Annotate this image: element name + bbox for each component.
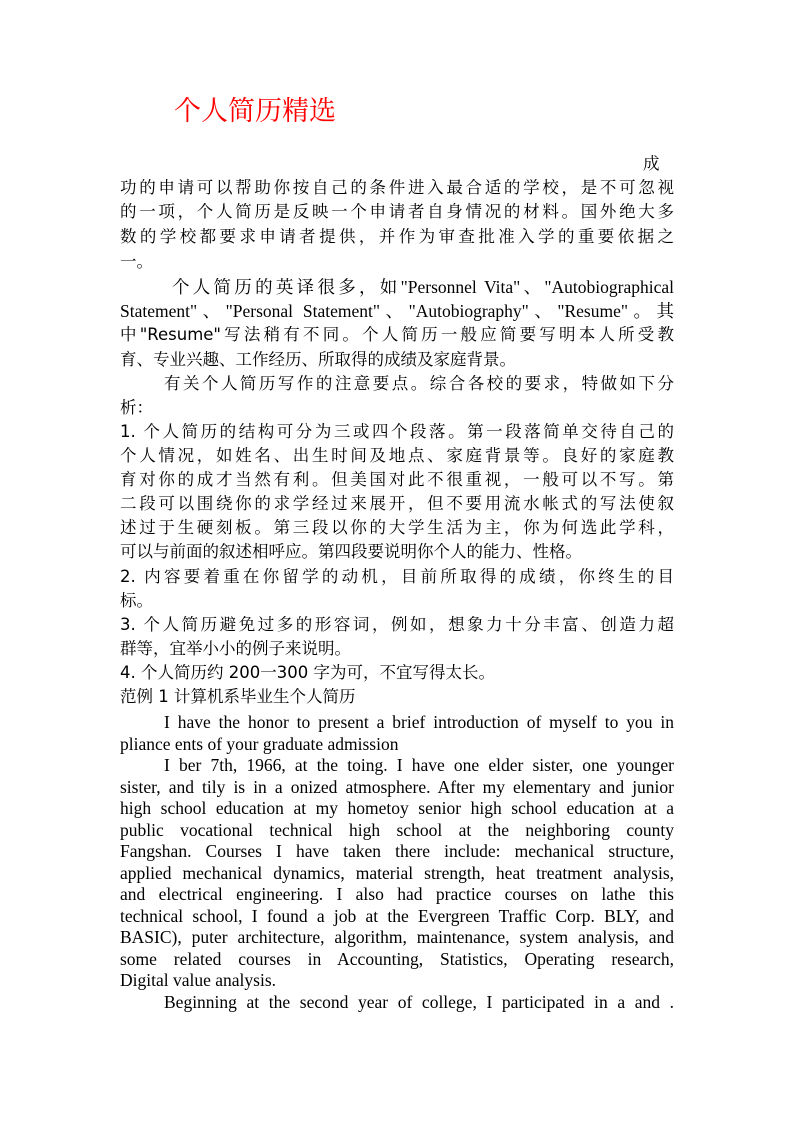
text-line: 4. 个人简历约 200一300 字为可，不宜写得太长。 [120, 663, 495, 682]
text-line: some related courses in Accounting, Statistics, Operating research, [120, 949, 674, 969]
text-line: 有关个人简历写作的注意要点。综合各校的要求，特做如下分 [164, 374, 674, 393]
text-line: 育对你的成才当然有利。但美国对此不很重视，一般可以不写。第 [120, 470, 674, 489]
text-line: 1. 个人简历的结构可分为三或四个段落。第一段落简单交待自己的 [120, 422, 674, 441]
text-line: 数的学校都要求申请者提供，并作为审查批准入学的重要依据之 [120, 227, 674, 246]
text-line: and electrical engineering. I also had practice courses on lathe this [120, 884, 674, 904]
text-line: I ber 7th, 1966, at the toing. I have one elder sister, one younger [164, 755, 674, 775]
text-line: applied mechanical dynamics, material strength, heat treatment analysis, [120, 863, 674, 883]
text-line: public vocational technical high school at the neighboring county [120, 820, 674, 840]
text-line: 个人情况，如姓名、出生时间及地点、家庭背景等。良好的家庭教 [120, 446, 674, 465]
text-line: 3. 个人简历避免过多的形容词，例如，想象力十分丰富、创造力超 [120, 615, 674, 634]
text-line: BASIC), puter architecture, algorithm, maintenance, system analysis, and [120, 927, 674, 947]
text-line: 中"Resume"写法稍有不同。个人简历一般应简要写明本人所受教 [120, 325, 674, 344]
text-line: pliance ents of your graduate admission [120, 734, 399, 754]
text-line: 功的申请可以帮助你按自己的条件进入最合适的学校，是不可忽视 [120, 178, 674, 197]
text-line: 群等，宜举小小的例子来说明。 [120, 639, 351, 658]
text-line: 一。 [120, 252, 153, 271]
text-line: I have the honor to present a brief introduction of myself to you in [164, 712, 674, 732]
text-line: 述过于生硬刻板。第三段以你的大学生活为主，你为何选此学科， [120, 518, 674, 537]
text-line: 可以与前面的叙述相呼应。第四段要说明你个人的能力、性格。 [120, 542, 582, 561]
text-line: 析： [120, 398, 153, 417]
section-heading: 范例 1 计算机系毕业生个人简历 [120, 687, 356, 706]
text-line: 育、专业兴趣、工作经历、所取得的成绩及家庭背景。 [120, 350, 516, 369]
text-line: Digital value analysis. [120, 970, 277, 990]
text-line: technical school, I found a job at the Evergreen Traffic Corp. BLY, and [120, 906, 674, 926]
text-line: Beginning at the second year of college, I participated in a and . [164, 992, 674, 1012]
text-line: Statement"、"Personal Statement"、"Autobiography"、"Resume"。其 [120, 301, 674, 321]
text-line: 二段可以围绕你的求学经过来展开，但不要用流水帐式的写法使叙 [120, 494, 674, 513]
text-line: 成 [643, 154, 660, 173]
text-line: Fangshan. Courses I have taken there include: mechanical structure, [120, 841, 674, 861]
text-line: high school education at my hometoy senior high school education at a [120, 798, 674, 818]
text-line: 标。 [120, 591, 153, 610]
text-line: sister, and tily is in a onized atmosphere. After my elementary and junior [120, 777, 674, 797]
text-line: 的一项，个人简历是反映一个申请者自身情况的材料。国外绝大多 [120, 202, 674, 221]
text-line: 个人简历的英译很多，如"Personnel Vita"、"Autobiographical [172, 277, 674, 297]
text-line: 2. 内容要着重在你留学的动机，目前所取得的成绩，你终生的目 [120, 567, 674, 586]
document-title: 个人简历精选 [174, 96, 336, 127]
